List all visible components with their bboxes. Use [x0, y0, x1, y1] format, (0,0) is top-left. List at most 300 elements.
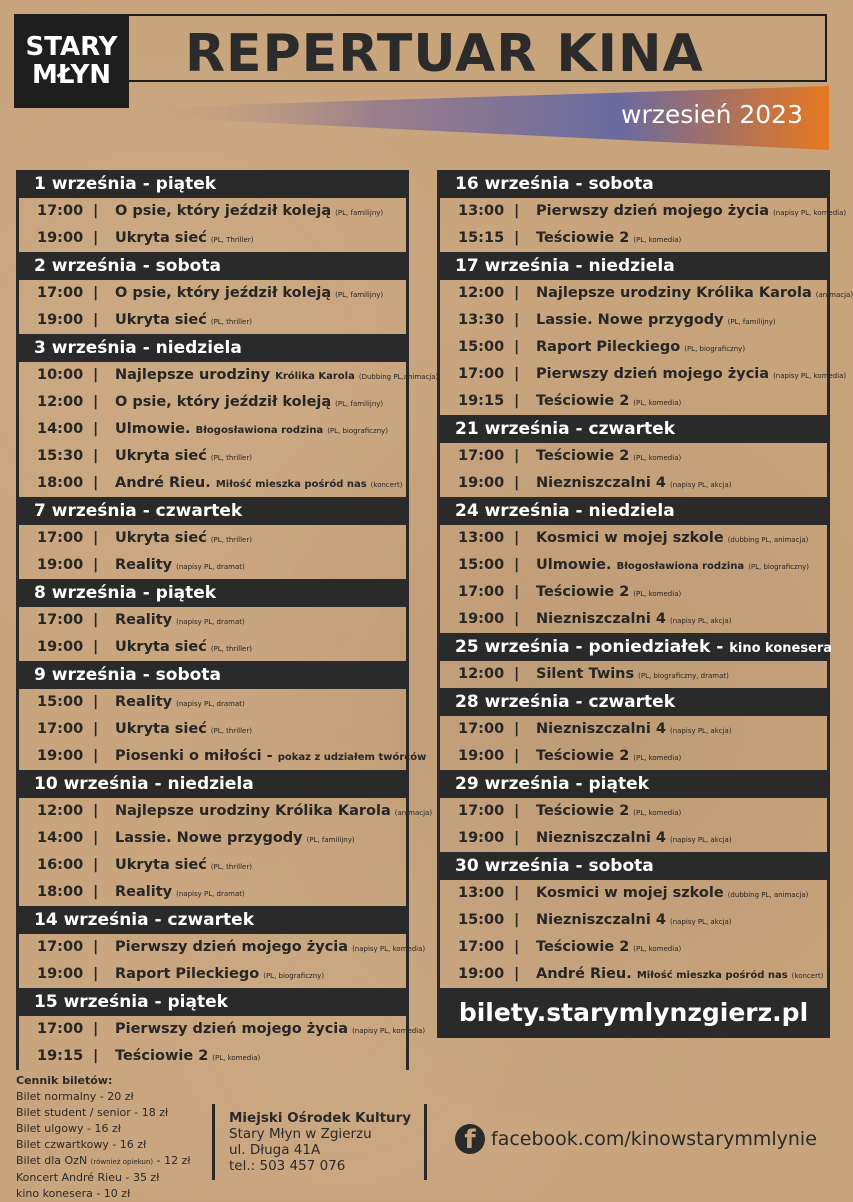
movie-title: Ukryta sieć: [115, 721, 207, 737]
movie-title: Pierwszy dzień mojego życia: [115, 1021, 349, 1037]
movie-info: (PL, familijny): [727, 318, 776, 326]
movie-title: Teściowie 2: [536, 393, 630, 409]
movie-title: Reality: [115, 557, 173, 573]
separator: |: [93, 312, 99, 328]
movie-title: Najlepsze urodziny: [115, 367, 276, 383]
separator: |: [514, 203, 520, 219]
movie-title: Ukryta sieć: [115, 448, 207, 464]
show-time: 17:00: [458, 939, 505, 955]
price-list: [16, 1073, 191, 1202]
movie-info: (PL, komedia): [633, 399, 682, 407]
separator: |: [93, 803, 99, 819]
showtime-row[interactable]: [440, 880, 827, 907]
show-time: 16:00: [37, 857, 84, 873]
day-block: [16, 988, 426, 1070]
separator: |: [93, 475, 99, 491]
movie-info: (napisy PL, dramat): [176, 563, 245, 571]
movie-title: Ukryta sieć: [115, 312, 207, 328]
show-time: 15:15: [458, 230, 505, 246]
separator: |: [514, 939, 520, 955]
movie-info: (animacja): [394, 809, 433, 817]
day-header: [16, 497, 409, 525]
day-block: [16, 497, 409, 579]
day-block: [16, 579, 409, 661]
showtime-row[interactable]: [19, 852, 406, 879]
showtime-row[interactable]: [19, 1043, 406, 1070]
showtime-row[interactable]: [440, 579, 827, 606]
showtime-row[interactable]: [19, 443, 406, 470]
movie-info: (napisy PL, akcja): [669, 481, 732, 489]
show-time: 18:00: [37, 884, 84, 900]
movie-title: Raport Pileckiego: [536, 339, 681, 355]
show-time: 17:00: [458, 803, 505, 819]
movie-info: (PL, biograficzny): [327, 427, 389, 435]
show-time: 13:30: [458, 312, 505, 328]
movie-info: (koncert): [791, 972, 824, 980]
showtime-row[interactable]: [19, 961, 406, 988]
facebook-link[interactable]: [455, 1124, 817, 1154]
show-time: 19:00: [37, 230, 84, 246]
movie-title: Najlepsze urodziny Królika Karola: [536, 285, 812, 301]
showtimes: [16, 362, 439, 497]
separator: |: [93, 939, 99, 955]
day-header: [16, 252, 409, 280]
separator: |: [93, 1021, 99, 1037]
showtime-row[interactable]: [19, 934, 426, 961]
separator: |: [514, 912, 520, 928]
movie-info: (napisy PL, komedia): [773, 372, 847, 380]
day-header: [16, 661, 409, 689]
movie-subtitle: Miłość mieszka pośród nas: [215, 479, 367, 490]
showtimes: [437, 198, 847, 252]
showtime-row[interactable]: [19, 1016, 426, 1043]
movie-info: (PL, komedia): [212, 1054, 261, 1062]
movie-title: Ulmowie.: [115, 421, 196, 437]
movie-info: (animacja): [815, 291, 853, 299]
address-line: Stary Młyn w Zgierzu: [229, 1126, 372, 1142]
show-time: 19:00: [458, 830, 505, 846]
movie-title: Pierwszy dzień mojego życia: [536, 203, 770, 219]
movie-info: (Dubbing PL,animacja): [358, 373, 439, 381]
day-date: 24 września - niedziela: [455, 501, 675, 521]
movie-title: Reality: [115, 694, 173, 710]
movie-title: Kosmici w mojej szkole: [536, 530, 724, 546]
showtime-row[interactable]: [19, 798, 433, 825]
show-time: 10:00: [37, 367, 84, 383]
price-note: (również opiekun): [90, 1158, 154, 1166]
showtime-row[interactable]: [440, 198, 847, 225]
movie-info: (PL, biograficzny): [748, 563, 810, 571]
showtime-row[interactable]: [440, 225, 827, 252]
day-block: [437, 497, 830, 633]
footer-divider: [212, 1104, 215, 1180]
showtimes: [16, 689, 427, 770]
showtime-row[interactable]: [19, 198, 406, 225]
schedule-right-column: [437, 170, 853, 1038]
price-label: Bilet normalny - 20 zł: [16, 1090, 134, 1103]
showtime-row[interactable]: [19, 607, 406, 634]
show-time: 15:00: [458, 912, 505, 928]
show-time: 18:00: [37, 475, 84, 491]
showtime-row[interactable]: [440, 661, 827, 688]
day-block: [437, 633, 833, 688]
facebook-text[interactable]: facebook.com/kinowstarymmlynie: [491, 1128, 817, 1150]
movie-title: Ulmowie.: [536, 557, 617, 573]
showtime-row[interactable]: [440, 470, 827, 497]
movie-title: Ukryta sieć: [115, 639, 207, 655]
movie-info: (napisy PL, komedia): [352, 945, 426, 953]
movie-info: (napisy PL, komedia): [773, 209, 847, 217]
movie-info: (napisy PL, dramat): [176, 700, 245, 708]
showtime-row[interactable]: [19, 470, 406, 497]
movie-info: (napisy PL, dramat): [176, 890, 245, 898]
separator: |: [93, 884, 99, 900]
day-date: 28 września - czwartek: [455, 692, 675, 712]
day-block: [437, 852, 830, 988]
movie-info: (PL, thriller): [210, 318, 252, 326]
show-time: 13:00: [458, 885, 505, 901]
price-label: Bilet ulgowy - 16 zł: [16, 1122, 121, 1135]
movie-info: (PL, thriller): [210, 727, 252, 735]
price-list-title: Cennik biletów:: [16, 1074, 113, 1087]
showtime-row[interactable]: [19, 280, 406, 307]
movie-info: (napisy PL, dramat): [176, 618, 245, 626]
page-title: REPERTUAR KINA: [185, 24, 704, 84]
movie-title: Teściowie 2: [536, 230, 630, 246]
showtime-row[interactable]: [19, 225, 406, 252]
logo: [14, 14, 129, 108]
separator: |: [93, 421, 99, 437]
separator: |: [514, 366, 520, 382]
show-time: 12:00: [37, 394, 84, 410]
movie-title: Ukryta sieć: [115, 530, 207, 546]
show-time: 19:00: [37, 312, 84, 328]
showtimes: [437, 443, 830, 497]
separator: |: [514, 448, 520, 464]
separator: |: [93, 448, 99, 464]
showtime-row[interactable]: [440, 552, 827, 579]
showtime-row[interactable]: [440, 934, 827, 961]
day-header: [437, 415, 830, 443]
separator: |: [514, 285, 520, 301]
show-time: 15:30: [37, 448, 84, 464]
address-block: [229, 1110, 411, 1174]
day-header: [437, 252, 830, 280]
movie-title: Pierwszy dzień mojego życia: [536, 366, 770, 382]
movie-info: (PL, biograficzny): [263, 972, 325, 980]
show-time: 19:15: [37, 1048, 84, 1064]
day-block: [16, 906, 426, 988]
price-item: [16, 1137, 191, 1153]
day-block: [16, 334, 439, 497]
show-time: 19:00: [37, 966, 84, 982]
showtime-row[interactable]: [19, 362, 439, 389]
movie-title: Niezniszczalni 4: [536, 912, 666, 928]
separator: |: [514, 393, 520, 409]
showtime-row[interactable]: [440, 334, 827, 361]
separator: |: [93, 367, 99, 383]
movie-title: Ukryta sieć: [115, 230, 207, 246]
day-date: 9 września - sobota: [34, 665, 221, 685]
day-date: 10 września - niedziela: [34, 774, 254, 794]
show-time: 17:00: [37, 939, 84, 955]
day-block: [437, 688, 830, 770]
showtime-row[interactable]: [19, 825, 406, 852]
separator: |: [93, 1048, 99, 1064]
day-header: [437, 852, 830, 880]
movie-info: (PL, komedia): [633, 754, 682, 762]
separator: |: [93, 230, 99, 246]
show-time: 17:00: [458, 721, 505, 737]
schedule-left-column: [16, 170, 439, 1070]
day-header: [16, 334, 409, 362]
separator: |: [514, 830, 520, 846]
movie-title: Niezniszczalni 4: [536, 475, 666, 491]
separator: |: [514, 885, 520, 901]
separator: |: [514, 666, 520, 682]
show-time: 15:00: [458, 557, 505, 573]
day-block: [437, 415, 830, 497]
price-item: [16, 1186, 191, 1202]
separator: |: [514, 230, 520, 246]
movie-info: (PL, komedia): [633, 590, 682, 598]
showtime-row[interactable]: [440, 743, 827, 770]
institution-name: Miejski Ośrodek Kultury: [229, 1110, 412, 1126]
day-header: [16, 770, 409, 798]
movie-subtitle: Błogosławiona rodzina: [616, 561, 745, 572]
price-amount: - 12 zł: [153, 1154, 191, 1167]
phone: tel.: 503 457 076: [229, 1158, 346, 1174]
facebook-icon: f: [455, 1124, 485, 1154]
movie-title: Reality: [115, 612, 173, 628]
showtimes: [437, 525, 830, 633]
showtime-row[interactable]: [440, 443, 827, 470]
showtimes: [437, 661, 830, 688]
movie-info: (napisy PL, komedia): [352, 1027, 426, 1035]
day-header: [16, 170, 409, 198]
day-block: [16, 252, 409, 334]
price-item: [16, 1121, 191, 1137]
movie-info: (PL, familijny): [306, 836, 355, 844]
day-date: 30 września - sobota: [455, 856, 654, 876]
movie-subtitle: Błogosławiona rodzina: [195, 425, 324, 436]
showtime-row[interactable]: [19, 307, 406, 334]
show-time: 17:00: [37, 285, 84, 301]
showtime-row[interactable]: [19, 716, 406, 743]
showtimes: [16, 1016, 426, 1070]
separator: |: [514, 475, 520, 491]
show-time: 12:00: [37, 803, 84, 819]
day-header: [437, 170, 830, 198]
day-date: 25 września - poniedziałek -: [455, 637, 730, 657]
movie-subtitle: Miłość mieszka pośród nas: [636, 970, 788, 981]
movie-info: (PL, familijny): [335, 209, 384, 217]
movie-info: (napisy PL, akcja): [669, 918, 732, 926]
show-time: 19:00: [458, 475, 505, 491]
day-date: 7 września - czwartek: [34, 501, 243, 521]
showtime-row[interactable]: [440, 606, 827, 633]
showtime-row[interactable]: [440, 280, 853, 307]
day-date: 16 września - sobota: [455, 174, 654, 194]
separator: |: [93, 748, 99, 764]
show-time: 17:00: [37, 530, 84, 546]
show-time: 19:00: [458, 611, 505, 627]
show-time: 17:00: [458, 448, 505, 464]
day-extra: kino konesera: [729, 641, 833, 656]
separator: |: [93, 830, 99, 846]
separator: |: [93, 857, 99, 873]
showtime-row[interactable]: [19, 389, 406, 416]
showtime-row[interactable]: [19, 743, 427, 770]
movie-title: Teściowie 2: [536, 584, 630, 600]
show-time: 19:15: [458, 393, 505, 409]
separator: |: [93, 966, 99, 982]
show-time: 14:00: [37, 830, 84, 846]
logo-line1: STARY: [25, 32, 118, 62]
price-item: [16, 1153, 191, 1170]
day-header: [437, 633, 833, 661]
movie-title: Pierwszy dzień mojego życia: [115, 939, 349, 955]
showtime-row[interactable]: [19, 879, 406, 906]
show-time: 19:00: [37, 557, 84, 573]
movie-info: (PL, biograficzny): [684, 345, 746, 353]
showtime-row[interactable]: [440, 798, 827, 825]
separator: |: [93, 530, 99, 546]
day-header: [437, 770, 830, 798]
separator: |: [514, 721, 520, 737]
movie-title: Niezniszczalni 4: [536, 830, 666, 846]
separator: |: [514, 611, 520, 627]
movie-title: Lassie. Nowe przygody: [115, 830, 303, 846]
showtime-row[interactable]: [19, 634, 406, 661]
day-header: [437, 497, 830, 525]
movie-subtitle: pokaz z udziałem twórców: [277, 752, 427, 763]
separator: |: [93, 694, 99, 710]
show-time: 19:00: [458, 966, 505, 982]
separator: |: [514, 803, 520, 819]
separator: |: [514, 966, 520, 982]
movie-info: (PL, thriller): [210, 645, 252, 653]
movie-subtitle: Królika Karola: [275, 371, 355, 382]
movie-title: O psie, który jeździł koleją: [115, 285, 332, 301]
movie-title: O psie, który jeździł koleją: [115, 394, 332, 410]
showtimes: [16, 525, 409, 579]
showtime-row[interactable]: [19, 689, 406, 716]
show-time: 17:00: [458, 584, 505, 600]
day-date: 15 września - piątek: [34, 992, 228, 1012]
showtime-row[interactable]: [440, 525, 827, 552]
movie-info: (napisy PL, akcja): [669, 617, 732, 625]
movie-title: O psie, który jeździł koleją: [115, 203, 332, 219]
show-time: 19:00: [458, 748, 505, 764]
movie-info: (dubbing PL, animacja): [727, 536, 809, 544]
showtime-row[interactable]: [440, 961, 827, 988]
movie-title: Teściowie 2: [536, 803, 630, 819]
showtimes: [437, 880, 830, 988]
movie-info: (PL, komedia): [633, 809, 682, 817]
movie-title: Teściowie 2: [536, 748, 630, 764]
price-label: Bilet dla OzN: [16, 1154, 91, 1167]
movie-title: Kosmici w mojej szkole: [536, 885, 724, 901]
show-time: 17:00: [37, 612, 84, 628]
showtimes: [16, 798, 433, 906]
showtimes: [437, 798, 830, 852]
price-label: Bilet student / senior - 18 zł: [16, 1106, 169, 1119]
separator: |: [514, 584, 520, 600]
movie-title: Teściowie 2: [536, 939, 630, 955]
day-block: [16, 170, 409, 252]
footer-divider: [424, 1104, 427, 1180]
day-block: [16, 661, 427, 770]
movie-title: Reality: [115, 884, 173, 900]
showtime-row[interactable]: [440, 825, 827, 852]
movie-title: Silent Twins: [536, 666, 635, 682]
ticket-website-link[interactable]: bilety.starymlynzgierz.pl: [437, 988, 830, 1038]
separator: |: [93, 203, 99, 219]
movie-info: (PL, thriller): [210, 863, 252, 871]
day-date: 29 września - piątek: [455, 774, 649, 794]
day-date: 17 września - niedziela: [455, 256, 675, 276]
showtime-row[interactable]: [440, 361, 847, 388]
separator: |: [514, 312, 520, 328]
day-date: 14 września - czwartek: [34, 910, 254, 930]
movie-info: (PL, familijny): [335, 400, 384, 408]
movie-title: Lassie. Nowe przygody: [536, 312, 724, 328]
show-time: 14:00: [37, 421, 84, 437]
showtime-row[interactable]: [19, 525, 406, 552]
movie-info: (PL, komedia): [633, 236, 682, 244]
movie-info: (PL, familijny): [335, 291, 384, 299]
day-header: [16, 579, 409, 607]
separator: |: [93, 557, 99, 573]
price-label: Bilet czwartkowy - 16 zł: [16, 1138, 147, 1151]
show-time: 15:00: [37, 694, 84, 710]
separator: |: [514, 530, 520, 546]
separator: |: [93, 285, 99, 301]
movie-info: (PL, thriller): [210, 454, 252, 462]
show-time: 19:00: [37, 639, 84, 655]
separator: |: [514, 748, 520, 764]
day-block: [437, 252, 853, 415]
price-item: [16, 1089, 191, 1105]
show-time: 13:00: [458, 530, 505, 546]
separator: |: [93, 639, 99, 655]
movie-info: (napisy PL, akcja): [669, 836, 732, 844]
movie-title: Niezniszczalni 4: [536, 611, 666, 627]
movie-info: (PL, komedia): [633, 945, 682, 953]
showtime-row[interactable]: [440, 388, 827, 415]
showtime-row[interactable]: [19, 552, 406, 579]
month-label: wrzesień 2023: [621, 100, 803, 129]
showtime-row[interactable]: [19, 416, 406, 443]
showtime-row[interactable]: [440, 716, 827, 743]
day-block: [437, 170, 847, 252]
separator: |: [93, 612, 99, 628]
showtime-row[interactable]: [440, 307, 827, 334]
day-block: [437, 770, 830, 852]
show-time: 13:00: [458, 203, 505, 219]
movie-info: (PL, thriller): [210, 536, 252, 544]
show-time: 19:00: [37, 748, 84, 764]
movie-info: (napisy PL, akcja): [669, 727, 732, 735]
day-date: 1 września - piątek: [34, 174, 217, 194]
movie-title: André Rieu.: [536, 966, 637, 982]
address-line: ul. Długa 41A: [229, 1142, 321, 1158]
movie-info: (PL, komedia): [633, 454, 682, 462]
show-time: 17:00: [37, 721, 84, 737]
showtime-row[interactable]: [440, 907, 827, 934]
movie-title: Piosenki o miłości -: [115, 748, 278, 764]
